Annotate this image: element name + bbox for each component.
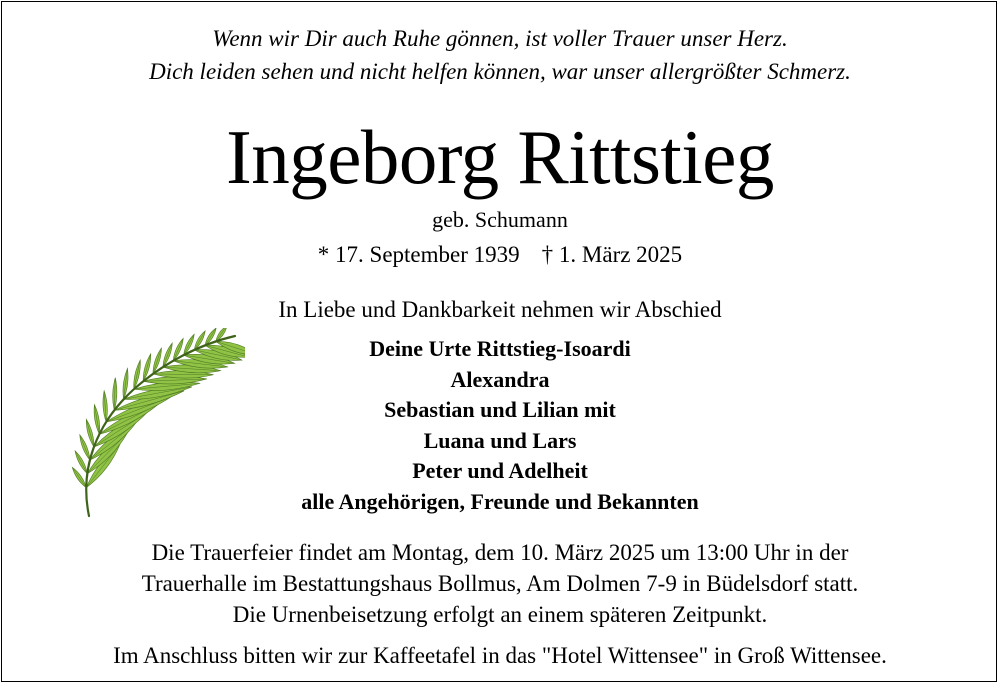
palm-leaf-icon — [55, 328, 245, 520]
service-details — [0, 537, 1000, 630]
poem-line: Dich leiden sehen und nicht helfen können, war unser allergrößter Schmerz. — [149, 59, 851, 84]
mourner-name: alle Angehörigen, Freunde und Bekannten — [301, 488, 699, 514]
mourner-name: Peter und Adelheit — [412, 458, 588, 484]
mourner-name: Luana und Lars — [423, 427, 577, 453]
service-line: Die Urnenbeisetzung erfolgt an einem späteren Zeitpunkt. — [232, 602, 768, 627]
mourner-name: Sebastian und Lilian mit — [384, 397, 616, 423]
deceased-name: Ingeborg Rittstieg — [226, 114, 774, 200]
service-line: Die Trauerfeier findet am Montag, dem 10. März 2025 um 13:00 Uhr in der — [151, 540, 849, 565]
palm-leaflet-vein — [86, 419, 94, 447]
reception-note: Im Anschluss bitten wir zur Kaffeetafel in das "Hotel Wittensee" in Groß Wittensee. — [113, 643, 887, 668]
farewell-line: In Liebe und Dankbarkeit nehmen wir Abschied — [278, 297, 722, 322]
palm-leaflet-vein — [80, 435, 90, 460]
life-dates — [0, 240, 1000, 270]
poem-line: Wenn wir Dir auch Ruhe gönnen, ist voller Trauer unser Herz. — [212, 26, 788, 51]
birth-date: * 17. September 1939 — [317, 242, 520, 267]
service-line: Trauerhalle im Bestattungshaus Bollmus, Am Dolmen 7-9 in Büdelsdorf statt. — [141, 571, 859, 596]
mourner-name: Alexandra — [450, 366, 550, 392]
poem-verse — [0, 22, 1000, 88]
mourner-name: Deine Urte Rittstieg-Isoardi — [369, 336, 631, 361]
death-date: † 1. März 2025 — [541, 242, 683, 267]
palm-leaflet-vein — [75, 451, 87, 474]
maiden-name: geb. Schumann — [432, 207, 568, 232]
